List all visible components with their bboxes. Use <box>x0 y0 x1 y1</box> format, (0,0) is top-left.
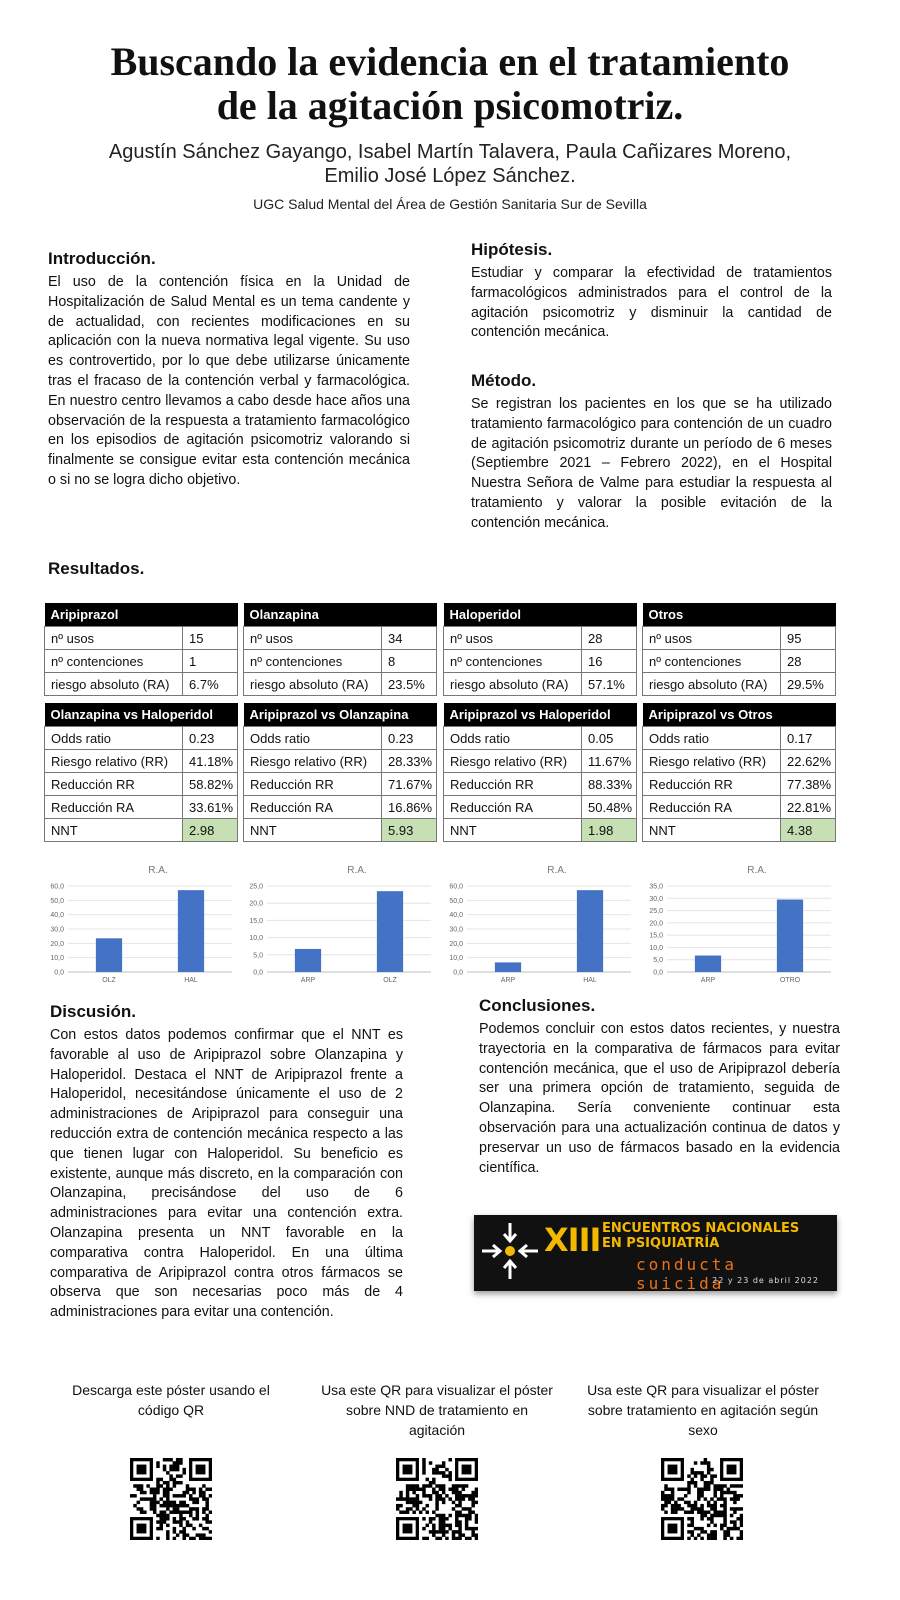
table-row <box>45 750 238 773</box>
y-tick-label: 30,0 <box>449 926 463 934</box>
y-tick-label: 10,0 <box>649 944 663 952</box>
cell-label: Reducción RA <box>244 796 382 819</box>
table-row <box>45 773 238 796</box>
cell-label: nº usos <box>244 627 382 650</box>
table-row <box>444 819 637 842</box>
table-header: Olanzapina vs Haloperidol <box>45 703 238 727</box>
table-aripiprazol <box>44 603 238 696</box>
chart-ra-olz-hal <box>42 860 238 985</box>
authors-line1: Agustín Sánchez Gayango, Isabel Martín Talavera, Paula Cañizares Moreno, <box>108 141 792 163</box>
poster-title-line2: de la agitación psicomotriz. <box>216 83 684 128</box>
y-tick-label: 30,0 <box>50 926 64 934</box>
cell-value: 11.67% <box>582 750 637 773</box>
cell-label: Reducción RR <box>45 773 183 796</box>
nnt-value: 1.98 <box>582 819 637 842</box>
table-row <box>45 727 238 750</box>
table-row <box>643 773 836 796</box>
qr-code-nnd-poster[interactable] <box>396 1458 478 1540</box>
y-tick-label: 10,0 <box>449 955 463 963</box>
table-row <box>45 673 238 696</box>
footer-download-text: Descarga este póster usando el código QR <box>72 1382 270 1418</box>
conference-logo <box>474 1215 837 1291</box>
x-tick-label: HAL <box>184 977 198 984</box>
cell-label: Reducción RR <box>643 773 781 796</box>
table-header: Aripiprazol vs Otros <box>643 703 836 727</box>
cell-label: Reducción RR <box>244 773 382 796</box>
table-header: Otros <box>643 603 836 627</box>
footer-sexo-text: Usa este QR para visualizar el póster sobre tratamiento en agitación según sexo <box>587 1382 819 1438</box>
chart-title: R.A. <box>747 865 767 876</box>
cell-label: nº usos <box>643 627 781 650</box>
table-row <box>244 819 437 842</box>
table-row <box>244 796 437 819</box>
bar-arp <box>495 962 521 972</box>
section-hipotesis <box>471 240 832 343</box>
qr-code-download[interactable] <box>130 1458 212 1540</box>
y-tick-label: 20,0 <box>249 900 263 908</box>
cell-label: NNT <box>45 819 183 842</box>
logo-roman: XIII <box>544 1221 601 1259</box>
qr-pattern <box>396 1458 478 1540</box>
section-introduccion <box>48 249 410 491</box>
logo-line1: ENCUENTROS NACIONALES <box>602 1221 800 1236</box>
table-row <box>244 673 437 696</box>
table-row <box>244 773 437 796</box>
cell-value: 1 <box>183 650 238 673</box>
x-tick-label: OLZ <box>383 977 397 984</box>
cell-label: Reducción RA <box>444 796 582 819</box>
section-discusion <box>50 1002 403 1323</box>
table-row <box>45 819 238 842</box>
cell-label: Odds ratio <box>643 727 781 750</box>
nnt-value: 2.98 <box>183 819 238 842</box>
table-aripiprazol-vs-haloperidol <box>443 703 637 842</box>
cell-label: nº usos <box>45 627 183 650</box>
cell-label: NNT <box>444 819 582 842</box>
cell-value: 8 <box>382 650 437 673</box>
x-tick-label: ARP <box>700 977 716 984</box>
bar-hal <box>577 890 603 972</box>
cell-label: Riesgo relativo (RR) <box>643 750 781 773</box>
cell-value: 34 <box>382 627 437 650</box>
bar-chart-svg <box>42 860 238 985</box>
table-row <box>643 673 836 696</box>
cell-value: 0.17 <box>781 727 836 750</box>
y-tick-label: 50,0 <box>449 897 463 905</box>
bar-chart-svg <box>241 860 437 985</box>
cell-value: 16.86% <box>382 796 437 819</box>
table-header: Aripiprazol vs Haloperidol <box>444 703 637 727</box>
table-row <box>444 750 637 773</box>
chart-title: R.A. <box>148 865 168 876</box>
cell-label: NNT <box>244 819 382 842</box>
section-text: Se registran los pacientes en los que se ha utilizado tratamiento farmacológico para contención de un cuadro de agitación psicomotriz durante un período de 6 meses (Septiembre 2021 – Febrero 2022), en el Hospital Nuestra Señora de Valme para estudiar la respuesta al tratamiento y valorar la posible evitación de la contención mecánica. <box>471 396 832 531</box>
chart-ra-arp-otro <box>641 860 837 985</box>
cell-value: 16 <box>582 650 637 673</box>
logo-title <box>602 1221 799 1251</box>
cell-label: nº contenciones <box>444 650 582 673</box>
table-row <box>244 727 437 750</box>
y-tick-label: 10,0 <box>249 935 263 943</box>
y-tick-label: 5,0 <box>653 957 663 965</box>
table-row <box>45 650 238 673</box>
cell-label: riesgo absoluto (RA) <box>45 673 183 696</box>
bar-hal <box>178 890 204 972</box>
cell-value: 57.1% <box>582 673 637 696</box>
y-tick-label: 15,0 <box>649 932 663 940</box>
table-row <box>643 750 836 773</box>
cell-label: Odds ratio <box>244 727 382 750</box>
chart-title: R.A. <box>347 865 367 876</box>
cell-label: Reducción RR <box>444 773 582 796</box>
cell-value: 0.23 <box>183 727 238 750</box>
cell-value: 6.7% <box>183 673 238 696</box>
section-heading: Método. <box>471 371 537 390</box>
section-heading: Discusión. <box>50 1002 136 1021</box>
x-tick-label: ARP <box>300 977 316 984</box>
x-tick-label: HAL <box>583 977 597 984</box>
cell-label: Reducción RA <box>45 796 183 819</box>
y-tick-label: 35,0 <box>649 883 663 891</box>
y-tick-label: 40,0 <box>449 912 463 920</box>
cell-value: 0.23 <box>382 727 437 750</box>
table-row <box>643 819 836 842</box>
qr-code-sexo-poster[interactable] <box>661 1458 743 1540</box>
y-tick-label: 25,0 <box>649 908 663 916</box>
chart-ra-arp-olz <box>241 860 437 985</box>
nnt-value: 5.93 <box>382 819 437 842</box>
cell-label: nº contenciones <box>643 650 781 673</box>
section-metodo <box>471 371 832 534</box>
table-row <box>244 750 437 773</box>
cell-label: Riesgo relativo (RR) <box>444 750 582 773</box>
cell-value: 0.05 <box>582 727 637 750</box>
logo-line2: EN PSIQUIATRÍA <box>602 1236 720 1251</box>
section-text: Podemos concluir con estos datos recientes, y nuestra trayectoria en la comparativa de fármacos para evitar contención mecánica, que el uso de Aripiprazol debería ser una primera opción de tratamiento, seguida de Olanzapina. Sería conveniente continuar esta observación para una actualización continua de datos y preservar un uso de fármacos basado en la evidencia científica. <box>479 1021 840 1176</box>
bar-arp <box>695 956 721 972</box>
table-header: Aripiprazol vs Olanzapina <box>244 703 437 727</box>
table-aripiprazol-vs-otros <box>642 703 836 842</box>
y-tick-label: 5,0 <box>253 952 263 960</box>
section-heading: Hipótesis. <box>471 240 553 259</box>
cell-value: 28.33% <box>382 750 437 773</box>
cell-label: Odds ratio <box>45 727 183 750</box>
affiliation: UGC Salud Mental del Área de Gestión Sanitaria Sur de Sevilla <box>253 196 647 212</box>
y-tick-label: 0,0 <box>653 969 663 977</box>
cell-value: 88.33% <box>582 773 637 796</box>
section-text: El uso de la contención física en la Unidad de Hospitalización de Salud Mental es un tema candente y de actualidad, con recientes modificaciones en su aplicación con la nueva normativa legal vigente. Su uso es controvertido, por lo que debe utilizarse únicamente tras el fracaso de la contención verbal y farmacológica. En nuestro centro llevamos a cabo desde hace años una observación de la respuesta a tratamiento farmacológico en los episodios de agitación psicomotriz valorando si finalmente se consigue evitar esta contención mecánica o si no se logra dicho objetivo. <box>48 274 410 488</box>
table-header: Aripiprazol <box>45 603 238 627</box>
y-tick-label: 30,0 <box>649 895 663 903</box>
section-text: Con estos datos podemos confirmar que el NNT es favorable al uso de Aripiprazol sobre Olanzapina y Haloperidol. Destaca el NNT de Aripiprazol frente a Haloperidol, necesitándose únicamente el uso de 2 administraciones de Aripiprazol para conseguir una reducción extra de contención mecánica respecto a las que tienen lugar con Haloperidol. Su beneficio es existente, aunque más discreto, en la comparación con Olanzapina, precisándose del uso de 6 administraciones para evitar una contención extra. Olanzapina presenta un NNT favorable en la comparativa contra Haloperidol. En una última comparativa de Aripiprazol contra otros fármacos se observa que son necesarias poco más de 4 administraciones para evitar una contención. <box>50 1027 403 1321</box>
chart-ra-arp-hal <box>441 860 637 985</box>
cell-label: Reducción RA <box>643 796 781 819</box>
bar-chart-svg <box>641 860 837 985</box>
bar-arp <box>295 949 321 972</box>
cell-value: 28 <box>582 627 637 650</box>
table-row <box>643 727 836 750</box>
section-conclusiones <box>479 996 840 1178</box>
bar-olz <box>96 938 122 972</box>
bar-olz <box>377 891 403 972</box>
cell-value: 50.48% <box>582 796 637 819</box>
y-tick-label: 0,0 <box>453 969 463 977</box>
y-tick-label: 10,0 <box>50 955 64 963</box>
table-aripiprazol-vs-olanzapina <box>243 703 437 842</box>
y-tick-label: 60,0 <box>449 883 463 891</box>
cell-label: riesgo absoluto (RA) <box>244 673 382 696</box>
cell-label: riesgo absoluto (RA) <box>643 673 781 696</box>
bar-chart-svg <box>441 860 637 985</box>
cell-value: 95 <box>781 627 836 650</box>
y-tick-label: 0,0 <box>54 969 64 977</box>
resultados-heading: Resultados. <box>48 559 145 578</box>
table-row <box>45 627 238 650</box>
y-tick-label: 20,0 <box>50 940 64 948</box>
cell-value: 28 <box>781 650 836 673</box>
x-tick-label: OTRO <box>779 977 801 984</box>
y-tick-label: 15,0 <box>249 917 263 925</box>
cell-value: 22.81% <box>781 796 836 819</box>
cell-value: 77.38% <box>781 773 836 796</box>
cell-value: 58.82% <box>183 773 238 796</box>
cell-value: 15 <box>183 627 238 650</box>
footer-nnd-text: Usa este QR para visualizar el póster sobre NND de tratamiento en agitación <box>321 1382 553 1438</box>
poster-title-line1: Buscando la evidencia en el tratamiento <box>110 39 790 84</box>
x-tick-label: OLZ <box>102 977 116 984</box>
cell-label: Riesgo relativo (RR) <box>244 750 382 773</box>
cell-value: 71.67% <box>382 773 437 796</box>
cell-label: NNT <box>643 819 781 842</box>
cell-label: nº usos <box>444 627 582 650</box>
y-tick-label: 25,0 <box>249 883 263 891</box>
cell-label: Odds ratio <box>444 727 582 750</box>
table-row <box>444 673 637 696</box>
table-header: Olanzapina <box>244 603 437 627</box>
y-tick-label: 50,0 <box>50 897 64 905</box>
y-tick-label: 20,0 <box>649 920 663 928</box>
bar-otro <box>777 900 803 972</box>
table-row <box>444 727 637 750</box>
table-row <box>244 627 437 650</box>
qr-pattern <box>130 1458 212 1540</box>
authors-line2: Emilio José López Sánchez. <box>324 165 576 187</box>
cell-label: nº contenciones <box>244 650 382 673</box>
cell-value: 33.61% <box>183 796 238 819</box>
y-tick-label: 20,0 <box>449 940 463 948</box>
cell-value: 29.5% <box>781 673 836 696</box>
table-olanzapina <box>243 603 437 696</box>
table-row <box>45 796 238 819</box>
cell-label: riesgo absoluto (RA) <box>444 673 582 696</box>
poster-title <box>30 40 870 128</box>
cell-label: Riesgo relativo (RR) <box>45 750 183 773</box>
qr-pattern <box>661 1458 743 1540</box>
table-row <box>643 796 836 819</box>
x-tick-label: ARP <box>500 977 516 984</box>
y-tick-label: 0,0 <box>253 969 263 977</box>
y-tick-label: 60,0 <box>50 883 64 891</box>
table-row <box>643 650 836 673</box>
table-row <box>444 796 637 819</box>
table-olanzapina-vs-haloperidol <box>44 703 238 842</box>
section-heading: Conclusiones. <box>479 996 596 1015</box>
table-row <box>643 627 836 650</box>
nnt-value: 4.38 <box>781 819 836 842</box>
table-haloperidol <box>443 603 637 696</box>
table-row <box>444 627 637 650</box>
table-row <box>244 650 437 673</box>
table-row <box>444 650 637 673</box>
authors <box>40 140 860 188</box>
table-otros <box>642 603 836 696</box>
chart-title: R.A. <box>547 865 567 876</box>
section-text: Estudiar y comparar la efectividad de tratamientos farmacológicos administrados para el control de la agitación psicomotriz y disminuir la cantidad de contención mecánica. <box>471 265 832 341</box>
cell-value: 23.5% <box>382 673 437 696</box>
logo-dates: 22 y 23 de abril 2022 <box>712 1276 819 1285</box>
cell-label: nº contenciones <box>45 650 183 673</box>
logo-subtitle: conducta suicida <box>636 1255 738 1293</box>
table-row <box>444 773 637 796</box>
table-header: Haloperidol <box>444 603 637 627</box>
cell-value: 41.18% <box>183 750 238 773</box>
y-tick-label: 40,0 <box>50 912 64 920</box>
section-heading: Introducción. <box>48 249 156 268</box>
cell-value: 22.62% <box>781 750 836 773</box>
